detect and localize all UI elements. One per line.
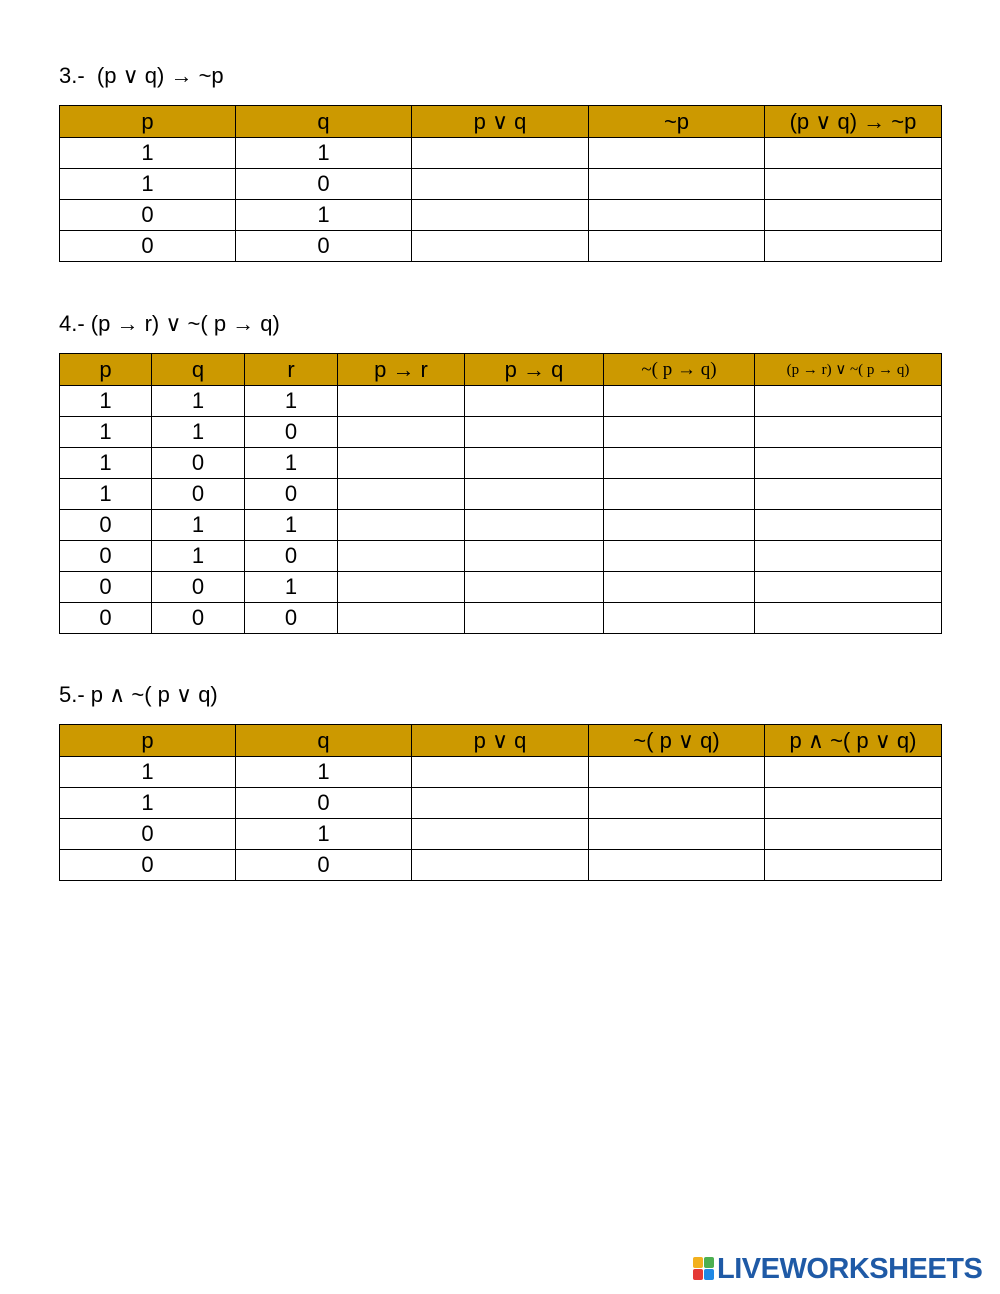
table-row	[60, 788, 942, 819]
header-cell: (p ∨ q) → ~p	[765, 106, 942, 138]
answer-cell[interactable]	[755, 386, 942, 417]
answer-cell[interactable]	[412, 850, 589, 881]
table-row	[60, 572, 942, 603]
header-cell: p ∨ q	[412, 725, 589, 757]
header-cell: p ∧ ~( p ∨ q)	[765, 725, 942, 757]
value-cell: 1	[152, 417, 245, 448]
value-cell: 1	[60, 169, 236, 200]
answer-cell[interactable]	[604, 510, 755, 541]
value-cell: 0	[236, 850, 412, 881]
header-cell: q	[236, 725, 412, 757]
answer-cell[interactable]	[412, 757, 589, 788]
answer-cell[interactable]	[465, 572, 604, 603]
table-header-row	[60, 106, 942, 138]
answer-cell[interactable]	[589, 757, 765, 788]
answer-cell[interactable]	[755, 603, 942, 634]
value-cell: 0	[245, 479, 338, 510]
answer-cell[interactable]	[604, 541, 755, 572]
value-cell: 0	[60, 572, 152, 603]
answer-cell[interactable]	[589, 850, 765, 881]
value-cell: 0	[236, 169, 412, 200]
value-cell: 0	[60, 200, 236, 231]
answer-cell[interactable]	[765, 788, 942, 819]
answer-cell[interactable]	[604, 448, 755, 479]
table-row	[60, 757, 942, 788]
header-cell: ~( p ∨ q)	[589, 725, 765, 757]
value-cell: 0	[245, 417, 338, 448]
answer-cell[interactable]	[338, 603, 465, 634]
answer-cell[interactable]	[465, 541, 604, 572]
answer-cell[interactable]	[765, 757, 942, 788]
answer-cell[interactable]	[589, 169, 765, 200]
answer-cell[interactable]	[465, 603, 604, 634]
header-cell: p	[60, 725, 236, 757]
value-cell: 0	[152, 603, 245, 634]
value-cell: 0	[60, 819, 236, 850]
answer-cell[interactable]	[604, 603, 755, 634]
value-cell: 1	[60, 448, 152, 479]
value-cell: 1	[60, 386, 152, 417]
answer-cell[interactable]	[765, 138, 942, 169]
answer-cell[interactable]	[412, 788, 589, 819]
value-cell: 0	[245, 603, 338, 634]
header-cell: p ∨ q	[412, 106, 589, 138]
value-cell: 1	[152, 541, 245, 572]
answer-cell[interactable]	[412, 231, 589, 262]
answer-cell[interactable]	[765, 169, 942, 200]
header-cell: ~( p → q)	[604, 354, 755, 386]
answer-cell[interactable]	[755, 417, 942, 448]
value-cell: 0	[152, 479, 245, 510]
truth-table-4	[59, 353, 942, 634]
answer-cell[interactable]	[412, 169, 589, 200]
logo-text: LIVEWORKSHEETS	[717, 1253, 983, 1285]
table-row	[60, 850, 942, 881]
value-cell: 0	[60, 603, 152, 634]
value-cell: 0	[152, 448, 245, 479]
answer-cell[interactable]	[338, 541, 465, 572]
answer-cell[interactable]	[465, 386, 604, 417]
answer-cell[interactable]	[589, 138, 765, 169]
value-cell: 1	[60, 479, 152, 510]
answer-cell[interactable]	[465, 479, 604, 510]
value-cell: 1	[60, 788, 236, 819]
answer-cell[interactable]	[338, 448, 465, 479]
answer-cell[interactable]	[604, 386, 755, 417]
value-cell: 0	[236, 231, 412, 262]
answer-cell[interactable]	[589, 200, 765, 231]
exercise-5-title: 5.- p ∧ ~( p ∨ q)	[59, 682, 218, 707]
value-cell: 0	[60, 850, 236, 881]
truth-table-5	[59, 724, 942, 881]
value-cell: 1	[245, 572, 338, 603]
value-cell: 1	[236, 819, 412, 850]
value-cell: 0	[152, 572, 245, 603]
value-cell: 0	[245, 541, 338, 572]
value-cell: 1	[60, 138, 236, 169]
header-cell: (p → r) ∨ ~( p → q)	[755, 354, 942, 386]
value-cell: 0	[60, 541, 152, 572]
exercise-4-title	[59, 311, 280, 337]
value-cell: 0	[60, 231, 236, 262]
answer-cell[interactable]	[589, 788, 765, 819]
answer-cell[interactable]	[755, 510, 942, 541]
table-row	[60, 231, 942, 262]
answer-cell[interactable]	[412, 138, 589, 169]
table-row	[60, 541, 942, 572]
liveworksheets-blocks-icon	[693, 1257, 715, 1281]
answer-cell[interactable]	[604, 417, 755, 448]
answer-cell[interactable]	[465, 448, 604, 479]
answer-cell[interactable]	[755, 479, 942, 510]
table-row	[60, 169, 942, 200]
answer-cell[interactable]	[755, 541, 942, 572]
table-row	[60, 603, 942, 634]
value-cell: 1	[245, 386, 338, 417]
header-cell: q	[152, 354, 245, 386]
truth-table-3	[59, 105, 942, 262]
table-row	[60, 819, 942, 850]
value-cell: 1	[60, 417, 152, 448]
value-cell: 1	[152, 386, 245, 417]
header-cell: p	[60, 106, 236, 138]
table-row	[60, 479, 942, 510]
answer-cell[interactable]	[589, 819, 765, 850]
value-cell: 1	[60, 757, 236, 788]
answer-cell[interactable]	[765, 200, 942, 231]
answer-cell[interactable]	[338, 572, 465, 603]
answer-cell[interactable]	[412, 200, 589, 231]
header-cell: p → r	[338, 354, 465, 386]
value-cell: 1	[245, 448, 338, 479]
table-row	[60, 386, 942, 417]
value-cell: 1	[236, 200, 412, 231]
exercise-4-title-text: 4.- (p → r) ∨ ~( p → q)	[59, 311, 280, 336]
table-row	[60, 138, 942, 169]
table-header-row	[60, 354, 942, 386]
answer-cell[interactable]	[465, 510, 604, 541]
table-row	[60, 510, 942, 541]
answer-cell[interactable]	[465, 417, 604, 448]
answer-cell[interactable]	[765, 231, 942, 262]
liveworksheets-logo	[693, 1254, 982, 1284]
answer-cell[interactable]	[338, 417, 465, 448]
value-cell: 1	[236, 757, 412, 788]
exercise-3-title: 3.- (p ∨ q) → ~p	[59, 63, 224, 88]
answer-cell[interactable]	[338, 479, 465, 510]
answer-cell[interactable]	[589, 231, 765, 262]
value-cell: 1	[245, 510, 338, 541]
answer-cell[interactable]	[604, 572, 755, 603]
header-cell: p → q	[465, 354, 604, 386]
answer-cell[interactable]	[412, 819, 589, 850]
header-cell: p	[60, 354, 152, 386]
table-header-row	[60, 725, 942, 757]
table-row	[60, 417, 942, 448]
header-cell: ~p	[589, 106, 765, 138]
header-cell: r	[245, 354, 338, 386]
table-row	[60, 200, 942, 231]
value-cell: 1	[236, 138, 412, 169]
answer-cell[interactable]	[755, 572, 942, 603]
answer-cell[interactable]	[755, 448, 942, 479]
answer-cell[interactable]	[765, 819, 942, 850]
header-cell: q	[236, 106, 412, 138]
value-cell: 1	[152, 510, 245, 541]
answer-cell[interactable]	[338, 510, 465, 541]
answer-cell[interactable]	[604, 479, 755, 510]
table-row	[60, 448, 942, 479]
value-cell: 0	[236, 788, 412, 819]
answer-cell[interactable]	[765, 850, 942, 881]
answer-cell[interactable]	[338, 386, 465, 417]
value-cell: 0	[60, 510, 152, 541]
